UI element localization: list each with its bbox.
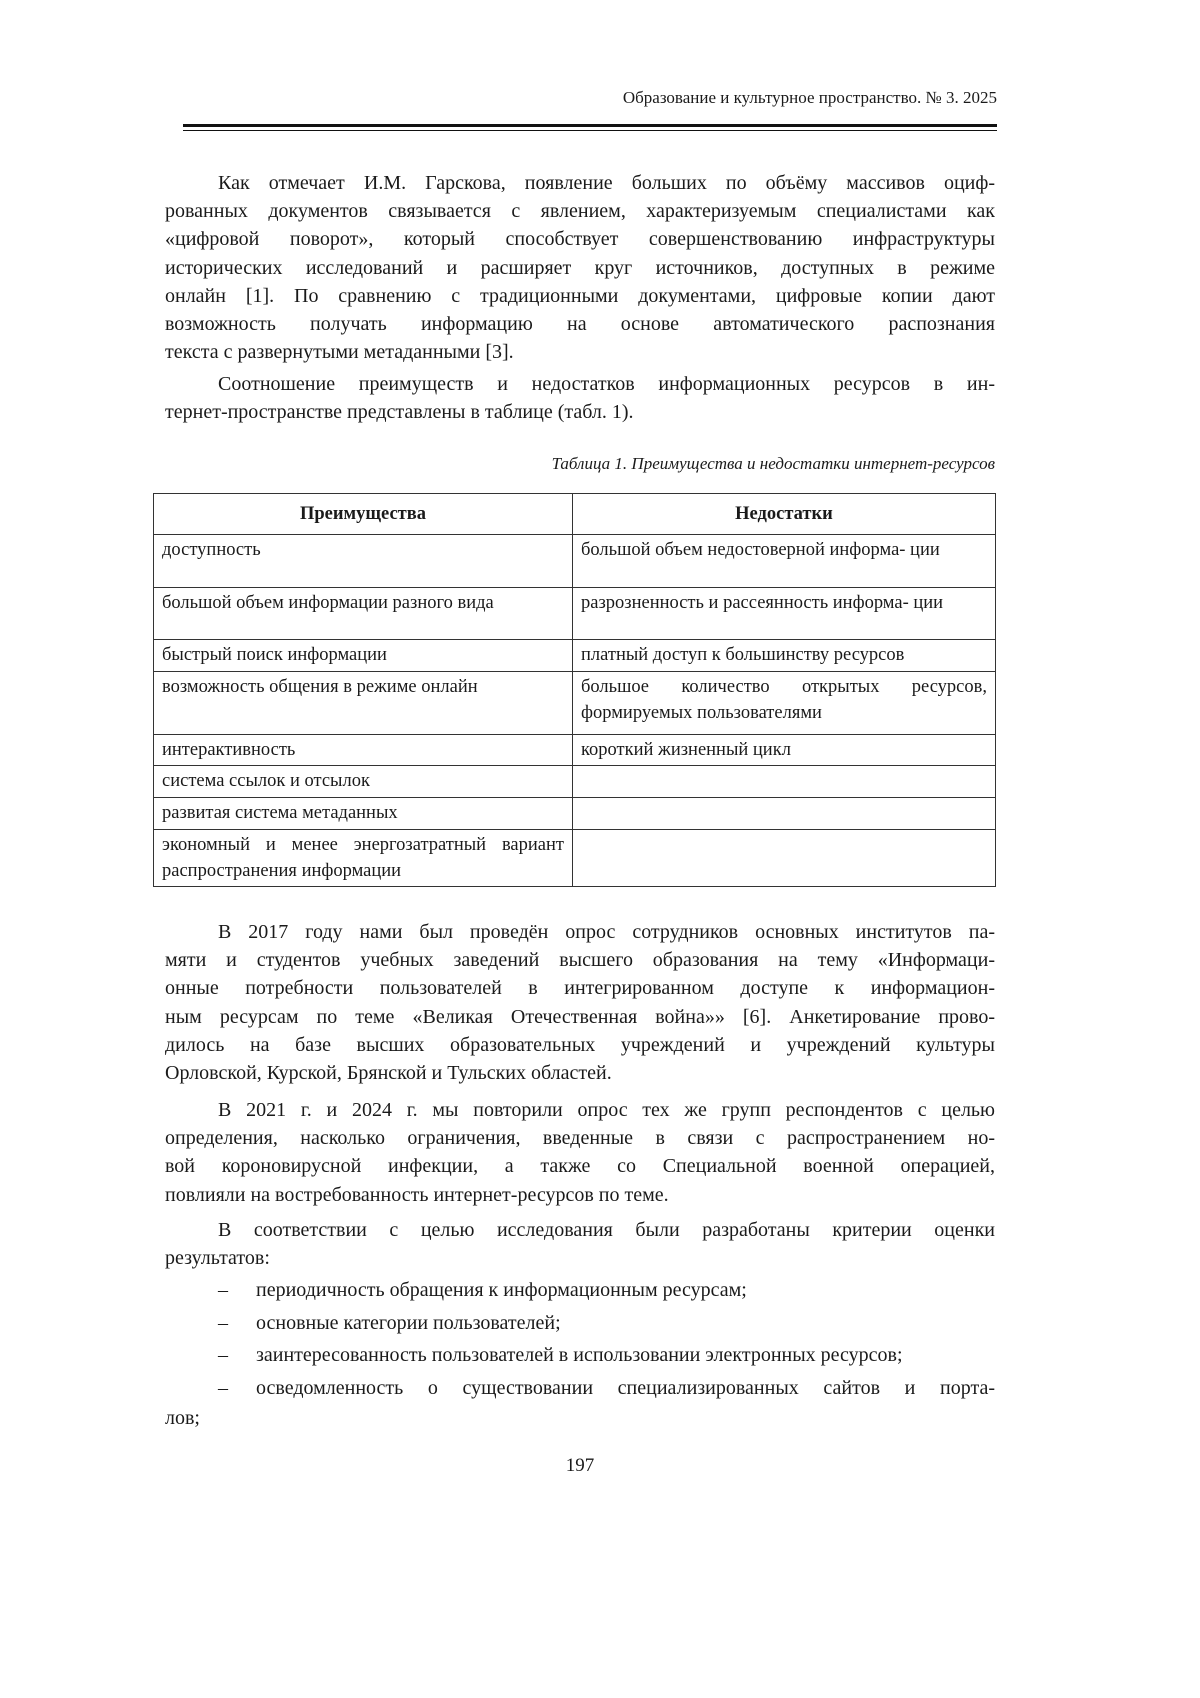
text-line: исторических исследований и расширяет круг источников, доступных в режиме — [165, 256, 995, 279]
text-line: рованных документов связывается с явлением, характеризуемым специалистами как — [165, 200, 995, 223]
text-line: повлияли на востребованность интернет-ресурсов по теме. — [165, 1183, 669, 1206]
column-header-advantages: Преимущества — [154, 494, 573, 535]
paragraph-4 — [165, 1096, 995, 1209]
running-header: Образование и культурное пространство. № 3. 2025 — [622, 88, 997, 107]
text-line: результатов: — [165, 1247, 270, 1270]
text-line: В 2017 году нами был проведён опрос сотрудников основных институтов па- — [218, 921, 995, 943]
dash-marker: – — [218, 1344, 228, 1366]
dash-marker: – — [218, 1376, 228, 1399]
table-row — [154, 535, 996, 588]
list-item — [165, 1307, 995, 1340]
table-caption: Таблица 1. Преимущества и недостатки интернет-ресурсов — [551, 454, 995, 473]
list-item-text: периодичность обращения к информационным ресурсам; — [256, 1279, 747, 1301]
list-item — [165, 1372, 995, 1405]
text-line: Соотношение преимуществ и недостатков информационных ресурсов в ин- — [218, 373, 995, 395]
text-line: Орловской, Курской, Брянской и Тульских областей. — [165, 1061, 612, 1084]
text-line: ным ресурсам по теме «Великая Отечественная война»» [6]. Анкетирование прово- — [165, 1005, 995, 1028]
text-line: возможность получать информацию на основе автоматического распознания — [165, 312, 995, 335]
text-line: онлайн [1]. По сравнению с традиционными документами, цифровые копии дают — [165, 284, 995, 307]
header-rule-thick — [183, 124, 997, 127]
column-header-disadvantages: Недостатки — [573, 494, 996, 535]
text-line: текста с развернутыми метаданными [3]. — [165, 341, 514, 364]
table-row — [154, 766, 996, 798]
text-line: «цифровой поворот», который способствует совершенствованию инфраструктуры — [165, 228, 995, 251]
table-row — [154, 672, 996, 735]
advantage-cell: доступность — [154, 535, 573, 588]
header-rule-thin — [183, 130, 997, 131]
text-line: определения, насколько ограничения, введенные в связи с распространением но- — [165, 1127, 995, 1150]
list-item-text: осведомленность о существовании специализированных сайтов и порта- — [256, 1376, 995, 1399]
dash-marker: – — [218, 1311, 228, 1334]
advantage-cell: система ссылок и отсылок — [154, 766, 573, 798]
page-number: 197 — [565, 1455, 595, 1476]
text-line: дилось на базе высших образовательных учреждений и учреждений культуры — [165, 1033, 995, 1056]
advantage-cell: развитая система метаданных — [154, 798, 573, 830]
advantage-cell: экономный и менее энергозатратный вариант распространения информации — [154, 830, 573, 887]
disadvantage-cell: короткий жизненный цикл — [573, 735, 996, 766]
text-line: мяти и студентов учебных заведений высшего образования на тему «Информаци- — [165, 949, 995, 972]
disadvantage-cell: большой объем недостоверной информа- ции — [573, 535, 996, 588]
text-line: вой короновирусной инфекции, а также со Специальной военной операцией, — [165, 1155, 995, 1178]
disadvantage-cell: платный доступ к большинству ресурсов — [573, 640, 996, 672]
criteria-list — [165, 1274, 995, 1432]
text-line: Как отмечает И.М. Гарскова, появление больших по объёму массивов оциф- — [218, 172, 995, 194]
advantages-table — [153, 493, 996, 887]
list-item-text: заинтересованность пользователей в использовании электронных ресурсов; — [256, 1344, 903, 1366]
list-item — [165, 1339, 995, 1372]
table-row — [154, 640, 996, 672]
text-line: тернет-пространстве представлены в таблице (табл. 1). — [165, 401, 634, 424]
paragraph-1 — [165, 169, 995, 366]
disadvantage-cell — [573, 830, 996, 887]
list-item-text: основные категории пользователей; — [256, 1311, 561, 1334]
text-line: онные потребности пользователей в интегрированном доступе к информацион- — [165, 977, 995, 1000]
advantage-cell: возможность общения в режиме онлайн — [154, 672, 573, 735]
table-row — [154, 798, 996, 830]
text-line: В 2021 г. и 2024 г. мы повторили опрос тех же групп респондентов с целью — [218, 1099, 995, 1121]
disadvantage-cell: большое количество открытых ресурсов, формируемых пользователями — [573, 672, 996, 735]
disadvantage-cell — [573, 766, 996, 798]
dash-marker: – — [218, 1279, 228, 1301]
table-row — [154, 735, 996, 766]
table-row — [154, 588, 996, 640]
list-item — [165, 1274, 995, 1307]
advantage-cell: большой объем информации разного вида — [154, 588, 573, 640]
disadvantage-cell: разрозненность и рассеянность информа- ции — [573, 588, 996, 640]
paragraph-3 — [165, 918, 995, 1087]
disadvantage-cell — [573, 798, 996, 830]
paragraph-2 — [165, 370, 995, 426]
advantage-cell: быстрый поиск информации — [154, 640, 573, 672]
table-row — [154, 830, 996, 887]
list-item-continuation: лов; — [165, 1407, 200, 1429]
text-line: В соответствии с целью исследования были разработаны критерии оценки — [218, 1219, 995, 1241]
advantage-cell: интерактивность — [154, 735, 573, 766]
paragraph-5 — [165, 1216, 995, 1272]
